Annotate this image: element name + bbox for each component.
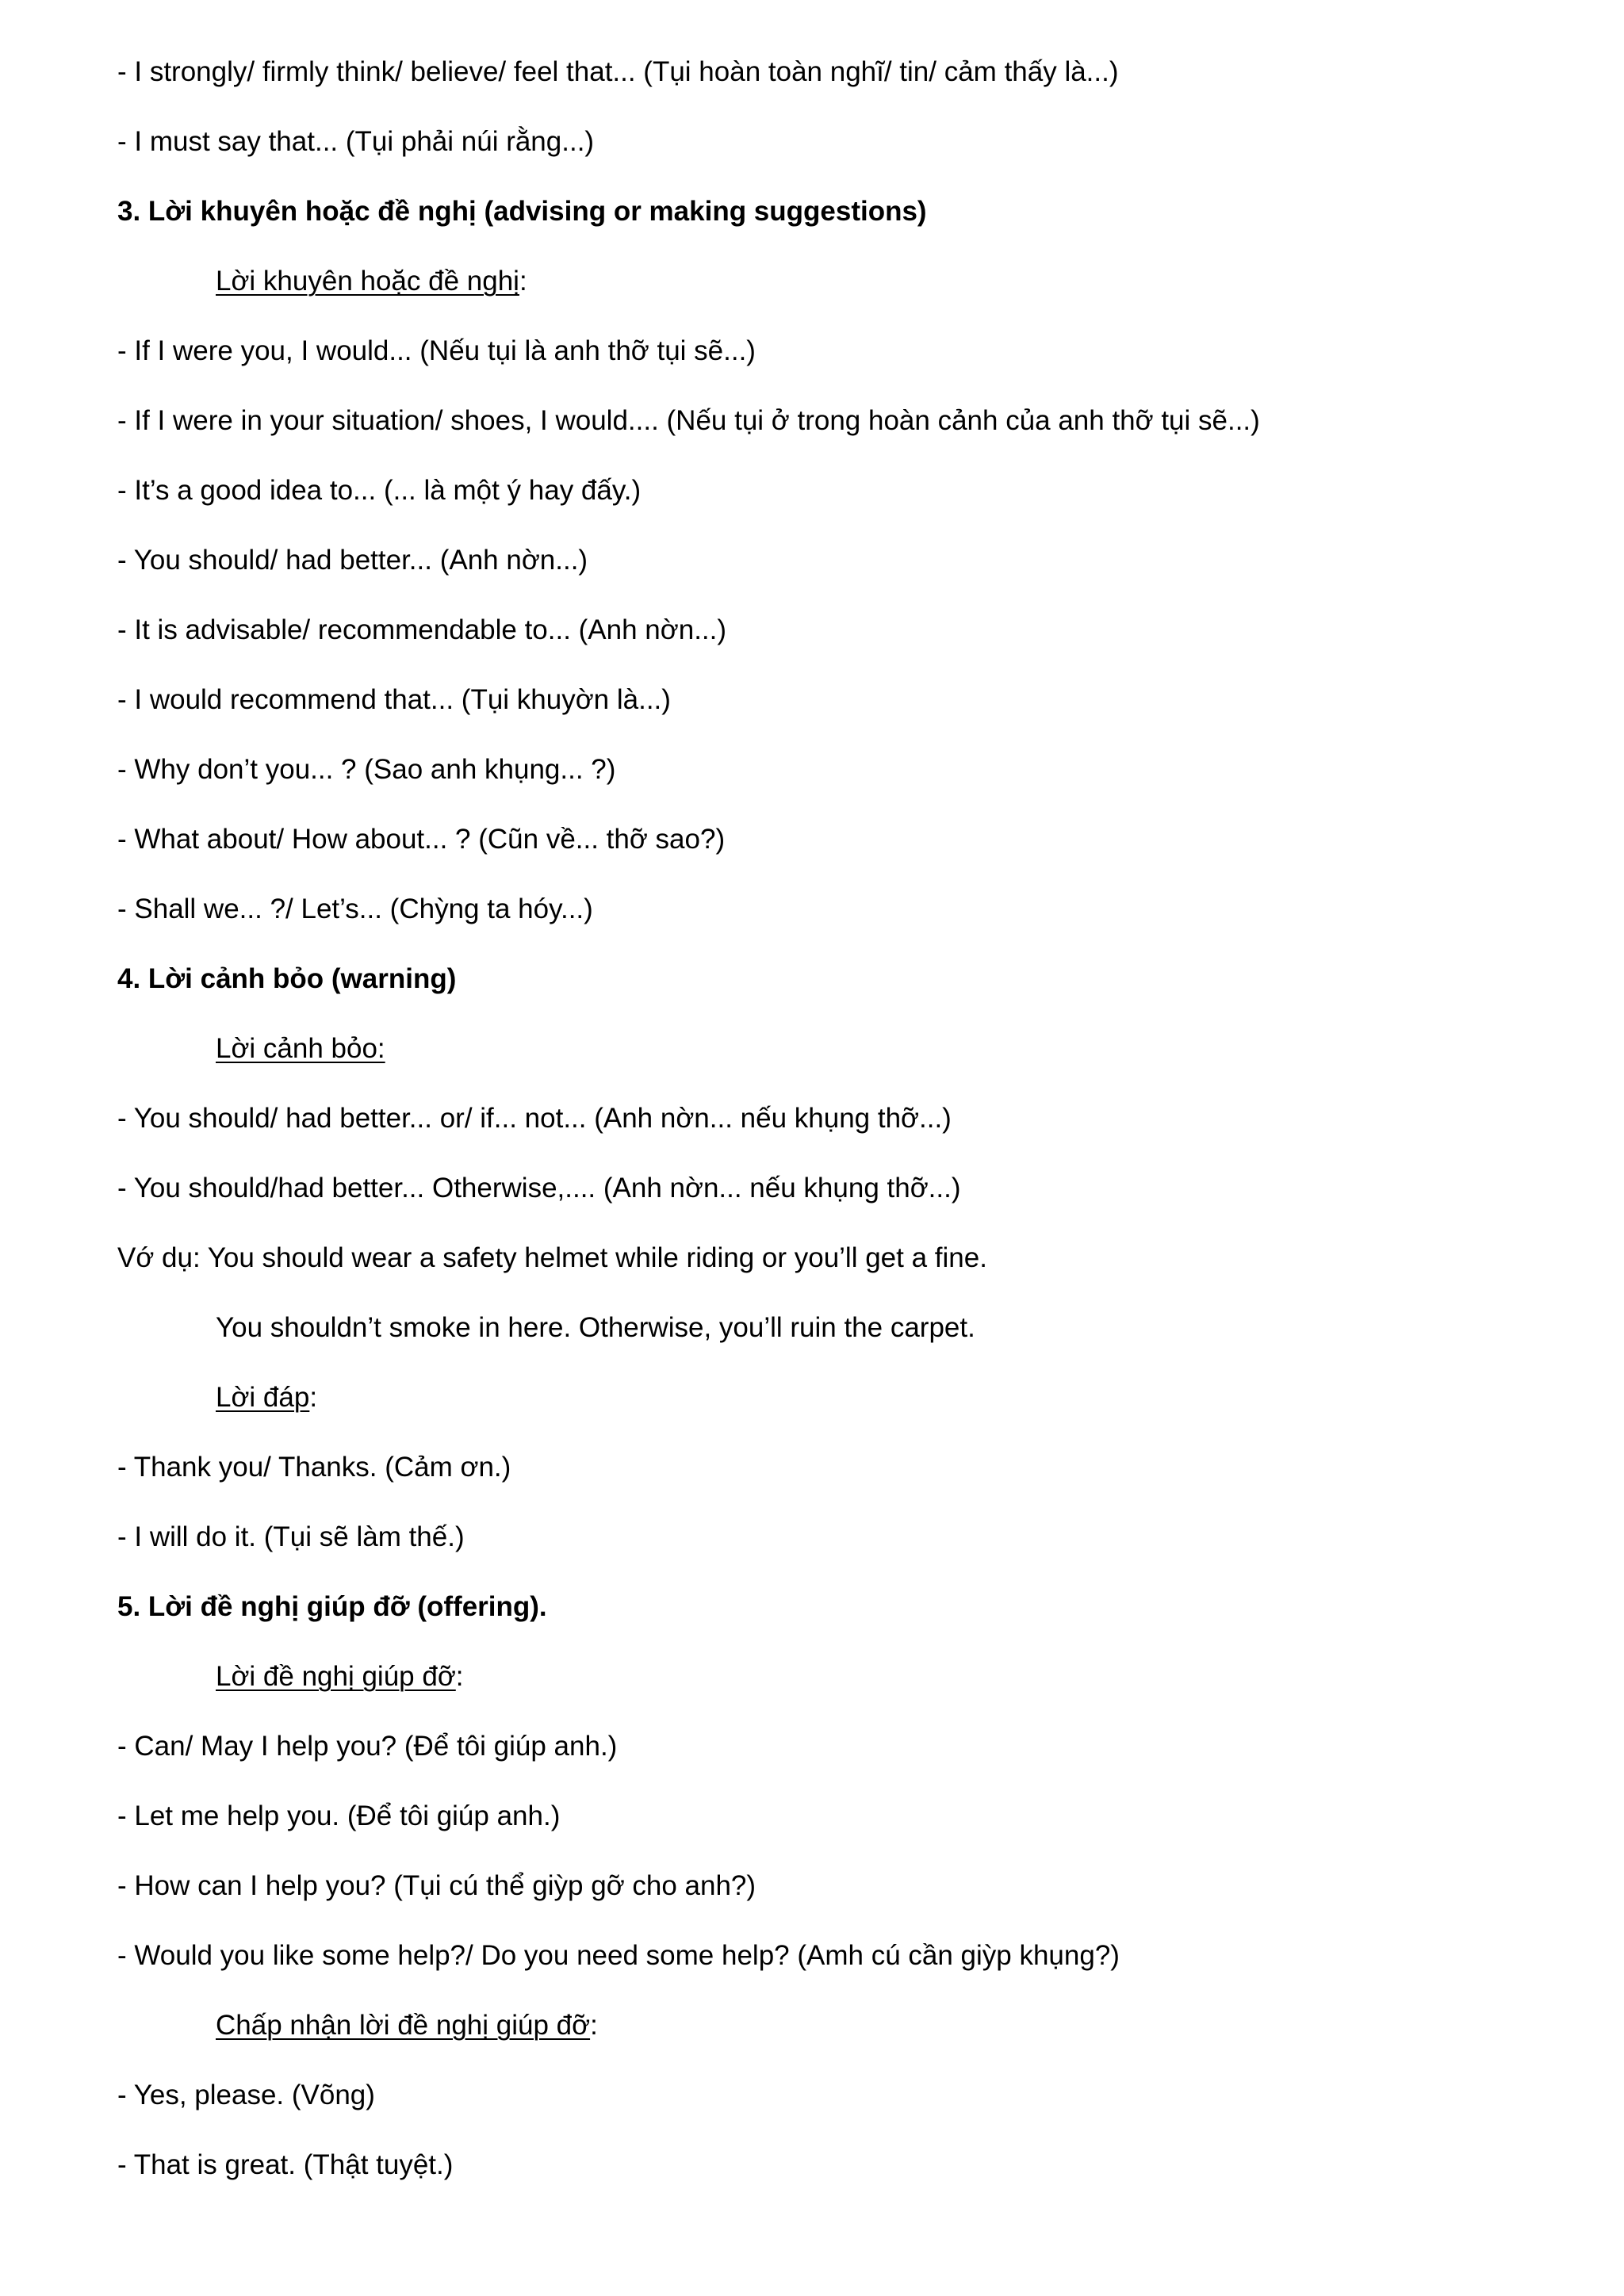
section-heading-warning: 4. Lời cảnh bỏo (warning): [117, 963, 457, 994]
subheading-label: Lời đáp: [216, 1382, 310, 1413]
phrase-line: - If I were in your situation/ shoes, I would.... (Nếu tụi ở trong hoàn cảnh của anh thỡ tụi sẽ...): [117, 405, 1260, 436]
example-line: You shouldn’t smoke in here. Otherwise, you’ll ruin the carpet.: [216, 1312, 975, 1343]
subheading-warning: [216, 1032, 385, 1066]
phrase-line: - Can/ May I help you? (Để tôi giúp anh.): [117, 1731, 618, 1762]
subheading-suffix: :: [455, 1661, 464, 1692]
subheading-suffix: :: [309, 1382, 318, 1413]
section-heading-offering: 5. Lời đề nghị giúp đỡ (offering).: [117, 1591, 547, 1622]
phrase-line: - Would you like some help?/ Do you need some help? (Amh cú cần giỳp khụng?): [117, 1940, 1120, 1971]
subheading-label: Chấp nhận lời đề nghị giúp đỡ: [216, 2010, 591, 2041]
phrase-line: - Yes, please. (Võng): [117, 2080, 375, 2110]
example-line: Vớ dụ: You should wear a safety helmet while riding or you’ll get a fine.: [117, 1242, 987, 1273]
phrase-line: - You should/ had better... or/ if... not... (Anh nờn... nếu khụng thỡ...): [117, 1103, 952, 1134]
section-heading-advising: 3. Lời khuyên hoặc đề nghị (advising or making suggestions): [117, 196, 927, 227]
phrase-line: - Shall we... ?/ Let’s... (Chỳng ta hóy...): [117, 894, 593, 924]
phrase-line: - I strongly/ firmly think/ believe/ feel that... (Tụi hoàn toàn nghĩ/ tin/ cảm thấy là...): [117, 56, 1119, 87]
subheading-label: Lời khuyên hoặc đề nghị: [216, 266, 519, 297]
subheading-response: [216, 1381, 317, 1414]
phrase-line: - It’s a good idea to... (... là một ý hay đấy.): [117, 475, 642, 506]
phrase-line: - That is great. (Thật tuyệt.): [117, 2149, 454, 2180]
phrase-line: - I will do it. (Tụi sẽ làm thế.): [117, 1521, 465, 1552]
phrase-line: - If I were you, I would... (Nếu tụi là anh thỡ tụi sẽ...): [117, 335, 756, 366]
subheading-offering: [216, 1660, 464, 1693]
subheading-label: Lời cảnh bỏo:: [216, 1033, 385, 1064]
subheading-label: Lời đề nghị giúp đỡ: [216, 1661, 456, 1692]
subheading-accepting-offer: [216, 2009, 598, 2042]
phrase-line: - What about/ How about... ? (Cũn về... thỡ sao?): [117, 824, 726, 855]
phrase-line: - Let me help you. (Để tôi giúp anh.): [117, 1800, 561, 1831]
subheading-advising: [216, 265, 527, 298]
phrase-line: - I would recommend that... (Tụi khuyờn là...): [117, 684, 671, 715]
phrase-line: - I must say that... (Tụi phải núi rằng...): [117, 126, 595, 157]
phrase-line: - It is advisable/ recommendable to... (Anh nờn...): [117, 614, 727, 645]
phrase-line: - You should/ had better... (Anh nờn...): [117, 545, 588, 576]
subheading-suffix: :: [519, 266, 527, 297]
phrase-line: - Why don’t you... ? (Sao anh khụng... ?): [117, 754, 616, 785]
phrase-line: - You should/had better... Otherwise,.... (Anh nờn... nếu khụng thỡ...): [117, 1173, 961, 1203]
subheading-suffix: :: [590, 2010, 598, 2041]
phrase-line: - How can I help you? (Tụi cú thể giỳp gỡ cho anh?): [117, 1870, 756, 1901]
phrase-line: - Thank you/ Thanks. (Cảm ơn.): [117, 1452, 511, 1483]
